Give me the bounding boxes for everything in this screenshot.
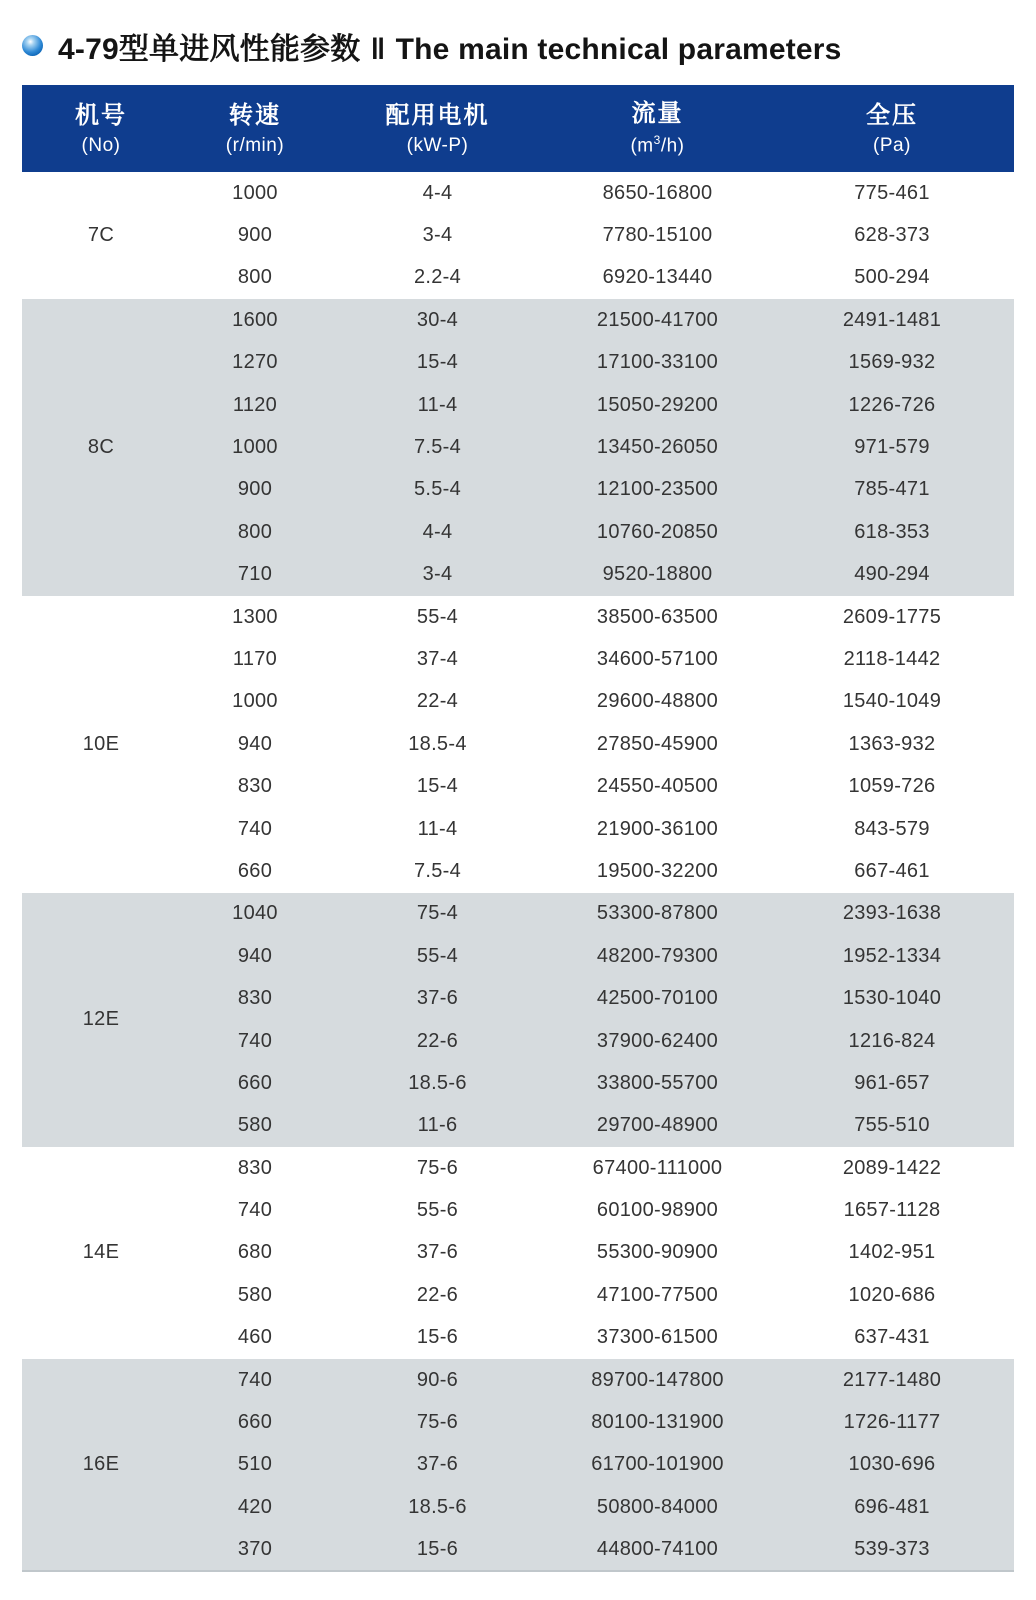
pressure-cell: 775-461 (770, 172, 1014, 214)
pressure-cell: 1059-726 (770, 765, 1014, 807)
pressure-cell: 785-471 (770, 469, 1014, 511)
table-row (22, 1359, 1014, 1401)
motor-cell: 11-4 (330, 384, 545, 426)
col-label: 流量 (631, 100, 684, 128)
speed-cell: 740 (180, 1359, 330, 1401)
flow-cell: 61700-101900 (545, 1444, 770, 1486)
speed-cell: 660 (180, 850, 330, 892)
pressure-cell: 1216-824 (770, 1020, 1014, 1062)
pressure-cell: 971-579 (770, 426, 1014, 468)
col-label: 全压 (866, 101, 918, 129)
speed-cell: 740 (180, 808, 330, 850)
motor-cell: 15-6 (330, 1529, 545, 1571)
flow-cell: 10760-20850 (545, 511, 770, 553)
speed-cell: 740 (180, 1189, 330, 1231)
flow-cell: 44800-74100 (545, 1529, 770, 1571)
flow-cell: 19500-32200 (545, 850, 770, 892)
speed-cell: 1600 (180, 299, 330, 341)
pressure-cell: 1530-1040 (770, 977, 1014, 1019)
col-unit: (r/min) (225, 134, 285, 156)
fan-no-cell: 8C (22, 299, 180, 596)
pressure-cell: 2118-1442 (770, 638, 1014, 680)
pressure-cell: 1540-1049 (770, 681, 1014, 723)
speed-cell: 900 (180, 214, 330, 256)
pressure-cell: 2393-1638 (770, 893, 1014, 935)
col-header-fan-no (22, 85, 180, 172)
motor-cell: 55-4 (330, 596, 545, 638)
speed-cell: 830 (180, 765, 330, 807)
pressure-cell: 637-431 (770, 1317, 1014, 1359)
fan-no-cell: 10E (22, 596, 180, 893)
col-unit: (No) (81, 134, 121, 156)
pressure-cell: 500-294 (770, 257, 1014, 299)
motor-cell: 22-6 (330, 1020, 545, 1062)
motor-cell: 15-6 (330, 1317, 545, 1359)
speed-cell: 710 (180, 554, 330, 596)
flow-cell: 33800-55700 (545, 1062, 770, 1104)
motor-cell: 7.5-4 (330, 850, 545, 892)
pressure-cell: 1363-932 (770, 723, 1014, 765)
motor-cell: 75-4 (330, 893, 545, 935)
flow-cell: 53300-87800 (545, 893, 770, 935)
pressure-cell: 961-657 (770, 1062, 1014, 1104)
table-row (22, 172, 1014, 214)
flow-cell: 13450-26050 (545, 426, 770, 468)
flow-cell: 42500-70100 (545, 977, 770, 1019)
motor-cell: 75-6 (330, 1401, 545, 1443)
speed-cell: 460 (180, 1317, 330, 1359)
flow-cell: 48200-79300 (545, 935, 770, 977)
speed-cell: 660 (180, 1401, 330, 1443)
motor-cell: 3-4 (330, 214, 545, 256)
title-en: The main technical parameters (395, 32, 842, 66)
speed-cell: 940 (180, 935, 330, 977)
motor-cell: 22-6 (330, 1274, 545, 1316)
flow-cell: 8650-16800 (545, 172, 770, 214)
motor-cell: 55-4 (330, 935, 545, 977)
flow-cell: 27850-45900 (545, 723, 770, 765)
section-header (22, 23, 1014, 68)
speed-cell: 660 (180, 1062, 330, 1104)
col-header-flow (545, 85, 770, 172)
motor-cell: 18.5-4 (330, 723, 545, 765)
pressure-cell: 2491-1481 (770, 299, 1014, 341)
motor-cell: 90-6 (330, 1359, 545, 1401)
col-header-pressure (770, 85, 1014, 172)
flow-cell: 38500-63500 (545, 596, 770, 638)
col-label: 转速 (229, 101, 281, 129)
page-title (58, 24, 842, 68)
motor-cell: 37-4 (330, 638, 545, 680)
fan-no-cell: 12E (22, 893, 180, 1147)
motor-cell: 15-4 (330, 342, 545, 384)
table-row (22, 299, 1014, 341)
motor-cell: 55-6 (330, 1189, 545, 1231)
pressure-cell: 2089-1422 (770, 1147, 1014, 1189)
speed-cell: 1120 (180, 384, 330, 426)
header-row (22, 85, 1014, 172)
motor-cell: 11-6 (330, 1105, 545, 1147)
speed-cell: 900 (180, 469, 330, 511)
speed-cell: 370 (180, 1529, 330, 1571)
speed-cell: 830 (180, 1147, 330, 1189)
flow-cell: 17100-33100 (545, 342, 770, 384)
speed-cell: 1170 (180, 638, 330, 680)
parameters-table (22, 85, 1014, 1572)
flow-cell: 80100-131900 (545, 1401, 770, 1443)
flow-cell: 21500-41700 (545, 299, 770, 341)
flow-cell: 47100-77500 (545, 1274, 770, 1316)
speed-cell: 800 (180, 511, 330, 553)
title-separator: ‖ (370, 32, 386, 66)
pressure-cell: 843-579 (770, 808, 1014, 850)
speed-cell: 740 (180, 1020, 330, 1062)
pressure-cell: 1402-951 (770, 1232, 1014, 1274)
motor-cell: 37-6 (330, 977, 545, 1019)
speed-cell: 940 (180, 723, 330, 765)
speed-cell: 1300 (180, 596, 330, 638)
speed-cell: 580 (180, 1105, 330, 1147)
fan-no-cell: 7C (22, 172, 180, 299)
title-zh: 4-79型单进风性能参数 (58, 32, 361, 66)
pressure-cell: 539-373 (770, 1529, 1014, 1571)
motor-cell: 15-4 (330, 765, 545, 807)
pressure-cell: 628-373 (770, 214, 1014, 256)
speed-cell: 1040 (180, 893, 330, 935)
speed-cell: 680 (180, 1232, 330, 1274)
motor-cell: 22-4 (330, 681, 545, 723)
col-label: 机号 (75, 101, 127, 129)
flow-cell: 29700-48900 (545, 1105, 770, 1147)
pressure-cell: 696-481 (770, 1486, 1014, 1528)
speed-cell: 1000 (180, 172, 330, 214)
pressure-cell: 1020-686 (770, 1274, 1014, 1316)
col-label: 配用电机 (385, 101, 490, 129)
flow-cell: 60100-98900 (545, 1189, 770, 1231)
col-header-speed (180, 85, 330, 172)
fan-no-cell: 16E (22, 1359, 180, 1571)
speed-cell: 800 (180, 257, 330, 299)
pressure-cell: 1726-1177 (770, 1401, 1014, 1443)
table-row (22, 596, 1014, 638)
flow-cell: 12100-23500 (545, 469, 770, 511)
motor-cell: 2.2-4 (330, 257, 545, 299)
motor-cell: 30-4 (330, 299, 545, 341)
pressure-cell: 618-353 (770, 511, 1014, 553)
flow-cell: 6920-13440 (545, 257, 770, 299)
motor-cell: 11-4 (330, 808, 545, 850)
speed-cell: 1270 (180, 342, 330, 384)
pressure-cell: 1030-696 (770, 1444, 1014, 1486)
catalog-page (0, 23, 1036, 1600)
flow-cell: 89700-147800 (545, 1359, 770, 1401)
pressure-cell: 1952-1334 (770, 935, 1014, 977)
pressure-cell: 755-510 (770, 1105, 1014, 1147)
speed-cell: 1000 (180, 681, 330, 723)
fan-no-cell: 14E (22, 1147, 180, 1359)
motor-cell: 4-4 (330, 172, 545, 214)
bullet-icon (22, 35, 43, 56)
pressure-cell: 1569-932 (770, 342, 1014, 384)
flow-cell: 34600-57100 (545, 638, 770, 680)
col-unit: (kW-P) (406, 134, 469, 156)
table-row (22, 893, 1014, 935)
flow-cell: 29600-48800 (545, 681, 770, 723)
col-unit: $(m^3/h)$ (630, 133, 685, 157)
flow-cell: 50800-84000 (545, 1486, 770, 1528)
motor-cell: 75-6 (330, 1147, 545, 1189)
flow-cell: 9520-18800 (545, 554, 770, 596)
pressure-cell: 2609-1775 (770, 596, 1014, 638)
motor-cell: 3-4 (330, 554, 545, 596)
motor-cell: 7.5-4 (330, 426, 545, 468)
flow-cell: 67400-111000 (545, 1147, 770, 1189)
flow-cell: 55300-90900 (545, 1232, 770, 1274)
flow-cell: 7780-15100 (545, 214, 770, 256)
flow-cell: 37300-61500 (545, 1317, 770, 1359)
pressure-cell: 1657-1128 (770, 1189, 1014, 1231)
flow-cell: 24550-40500 (545, 765, 770, 807)
flow-cell: 21900-36100 (545, 808, 770, 850)
pressure-cell: 490-294 (770, 554, 1014, 596)
pressure-cell: 1226-726 (770, 384, 1014, 426)
speed-cell: 1000 (180, 426, 330, 468)
table-body (22, 172, 1014, 1571)
motor-cell: 5.5-4 (330, 469, 545, 511)
speed-cell: 830 (180, 977, 330, 1019)
table-row (22, 1147, 1014, 1189)
speed-cell: 580 (180, 1274, 330, 1316)
speed-cell: 510 (180, 1444, 330, 1486)
motor-cell: 18.5-6 (330, 1486, 545, 1528)
col-unit: (Pa) (873, 134, 911, 156)
speed-cell: 420 (180, 1486, 330, 1528)
flow-cell: 37900-62400 (545, 1020, 770, 1062)
motor-cell: 4-4 (330, 511, 545, 553)
col-header-motor (330, 85, 545, 172)
motor-cell: 18.5-6 (330, 1062, 545, 1104)
pressure-cell: 667-461 (770, 850, 1014, 892)
pressure-cell: 2177-1480 (770, 1359, 1014, 1401)
motor-cell: 37-6 (330, 1444, 545, 1486)
flow-cell: 15050-29200 (545, 384, 770, 426)
motor-cell: 37-6 (330, 1232, 545, 1274)
